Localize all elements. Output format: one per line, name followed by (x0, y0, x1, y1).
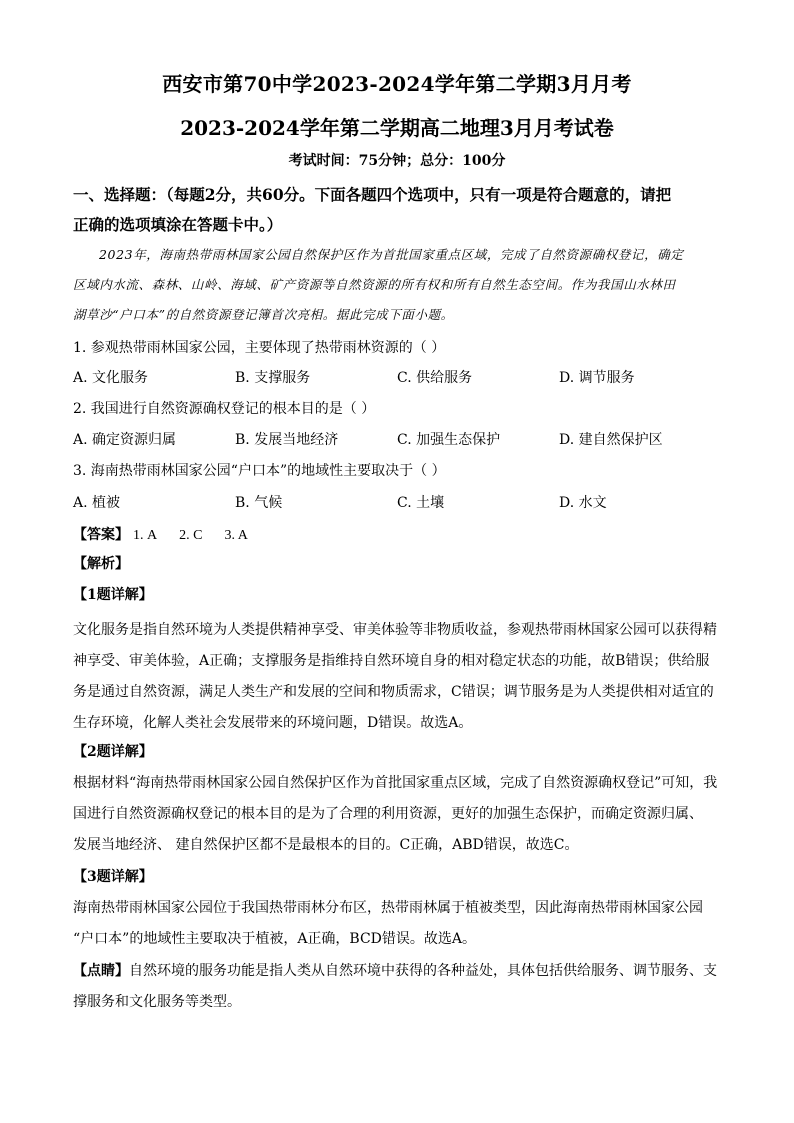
analysis-label: 【解析】 (73, 556, 129, 572)
question-1-option-b[interactable]: B. 支撑服务 (235, 370, 311, 386)
analysis-q3-body (73, 893, 723, 955)
question-1-options (73, 368, 723, 388)
analysis-q1-line: 生存环境，化解人类社会发展带来的环境问题，D错误。故选A。 (73, 715, 473, 731)
question-1-option-d[interactable]: D. 调节服务 (559, 370, 635, 386)
tip-line1-text: 自然环境的服务功能是指人类从自然环境中获得的各种益处，具体包括供给服务、调节服务、支 (129, 963, 717, 979)
analysis-q3-title: 【3题详解】 (73, 869, 153, 885)
question-2-option-c[interactable]: C. 加强生态保护 (397, 432, 501, 448)
material-line1-text: 2023年，海南热带雨林国家公园自然保护区作为首批国家重点区域，完成了自然资源确权登记，确定 (99, 247, 684, 262)
answer-label: 【答案】 (73, 527, 129, 543)
analysis-tip-line1 (73, 956, 723, 987)
answer-item-1: 1. A (133, 528, 158, 543)
analysis-tip (73, 956, 723, 1018)
analysis-q3-line: “户口本”的地域性主要取决于植被，A正确，BCD错误。故选A。 (73, 931, 477, 947)
question-2-option-a[interactable]: A. 确定资源归属 (73, 432, 177, 448)
answer-item-3: 3. A (224, 528, 248, 543)
question-3-option-a[interactable]: A. 植被 (73, 495, 121, 511)
question-3-option-b[interactable]: B. 气候 (235, 495, 283, 511)
tip-label: 【点睛】 (73, 963, 129, 979)
analysis-q2-line: 发展当地经济、 建自然保护区都不是最根本的目的。C正确，ABD错误，故选C。 (73, 837, 579, 853)
answer-item-2: 2. C (179, 528, 203, 543)
question-1-option-c[interactable]: C. 供给服务 (397, 370, 473, 386)
answer-values (133, 528, 270, 543)
question-1-option-a[interactable]: A. 文化服务 (73, 370, 149, 386)
exam-time-score: 考试时间：75分钟；总分：100分 (288, 153, 506, 169)
analysis-q2-line: 国进行自然资源确权登记的根本目的是为了合理的利用资源，更好的加强生态保护，而确定资源归属、 (73, 806, 703, 822)
analysis-tip-line2: 撑服务和文化服务等类型。 (73, 994, 241, 1010)
question-3-option-d[interactable]: D. 水文 (559, 495, 607, 511)
section-heading-line2: 正确的选项填涂在答题卡中。） (73, 215, 283, 234)
reading-material (73, 240, 723, 330)
material-line1 (73, 240, 723, 270)
question-2-option-b[interactable]: B. 发展当地经济 (235, 432, 339, 448)
question-3-option-c[interactable]: C. 土壤 (397, 495, 445, 511)
question-2-options (73, 430, 723, 450)
analysis-q2-body (73, 768, 723, 861)
exam-title-school: 西安市第70中学2023-2024学年第二学期3月月考 (162, 72, 632, 96)
answer-row (73, 524, 723, 544)
question-2-option-d[interactable]: D. 建自然保护区 (559, 432, 663, 448)
analysis-q1-title: 【1题详解】 (73, 587, 153, 603)
analysis-q2-title: 【2题详解】 (73, 744, 153, 760)
question-2-stem: 2. 我国进行自然资源确权登记的根本目的是（ ） (73, 401, 376, 417)
question-3-stem: 3. 海南热带雨林国家公园“户口本”的地域性主要取决于（ ） (73, 463, 446, 479)
analysis-q1-line: 文化服务是指自然环境为人类提供精神享受、审美体验等非物质收益，参观热带雨林国家公园可以获得精 (73, 622, 717, 638)
analysis-q3-line: 海南热带雨林国家公园位于我国热带雨林分布区，热带雨林属于植被类型，因此海南热带雨林国家公园 (73, 900, 703, 916)
material-line3: 湖草沙“户口本”的自然资源登记簿首次亮相。据此完成下面小题。 (73, 307, 454, 322)
analysis-q1-body (73, 615, 723, 739)
exam-title-paper: 2023-2024学年第二学期高二地理3月月考试卷 (180, 116, 614, 140)
section-heading (73, 180, 723, 240)
analysis-q1-line: 神享受、审美体验，A正确；支撑服务是指维持自然环境自身的相对稳定状态的功能，故B错误；供给服 (73, 653, 710, 669)
question-1-stem: 1. 参观热带雨林国家公园，主要体现了热带雨林资源的（ ） (73, 340, 446, 356)
question-3-options (73, 493, 723, 513)
material-line2: 区域内水流、森林、山岭、海域、矿产资源等自然资源的所有权和所有自然生态空间。作为我国山水林田 (73, 277, 676, 292)
analysis-q1-line: 务是通过自然资源，满足人类生产和发展的空间和物质需求，C错误；调节服务是为人类提供相对适宜的 (73, 684, 714, 700)
analysis-q2-line: 根据材料“海南热带雨林国家公园自然保护区作为首批国家重点区域，完成了自然资源确权登记”可知，我 (73, 775, 718, 791)
section-heading-line1: 一、选择题：（每题2分，共60分。下面各题四个选项中，只有一项是符合题意的，请把 (73, 185, 672, 204)
